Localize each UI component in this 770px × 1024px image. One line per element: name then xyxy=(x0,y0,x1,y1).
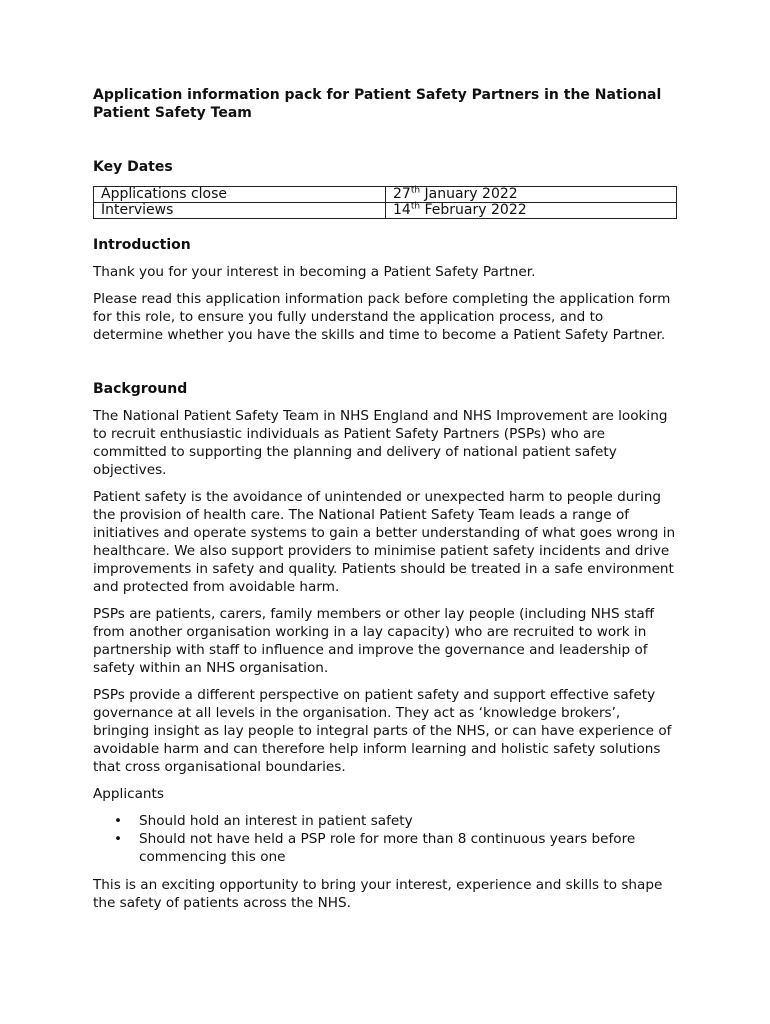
table-cell-label: Applications close xyxy=(94,187,386,203)
table-row xyxy=(94,203,677,219)
introduction-paragraph: Please read this application information pack before completing the application form for this role, to ensure you fully understand the application process, and to determine whether you have the skills and time to become a Patient Safety Partner. xyxy=(93,291,671,343)
table-cell-date: 27th January 2022 xyxy=(386,187,677,203)
bullet-icon: • xyxy=(114,813,123,829)
list-item: • Should hold an interest in patient safety xyxy=(114,813,413,829)
key-dates-heading: Key Dates xyxy=(93,159,173,175)
table-cell-label: Interviews xyxy=(94,203,386,219)
list-item: • Should not have held a PSP role for more than 8 continuous years before commencing this one xyxy=(114,831,636,865)
introduction-heading: Introduction xyxy=(93,237,191,253)
document-page xyxy=(93,86,677,912)
introduction-paragraph: Thank you for your interest in becoming a Patient Safety Partner. xyxy=(93,264,536,280)
background-paragraph: Patient safety is the avoidance of unintended or unexpected harm to people during the provision of health care. The National Patient Safety Team leads a range of initiatives and operate systems to gain a better understanding of what goes wrong in healthcare. We also support providers to minimise patient safety incidents and drive improvements in safety and quality. Patients should be treated in a safe environment and protected from avoidable harm. xyxy=(93,489,676,595)
closing-paragraph: This is an exciting opportunity to bring your interest, experience and skills to shape the safety of patients across the NHS. xyxy=(93,877,663,911)
background-paragraph: PSPs provide a different perspective on patient safety and support effective safety governance at all levels in the organisation. They act as ‘knowledge brokers’, bringing insight as lay people to integral parts of the NHS, or can have experience of avoidable harm and can therefore help inform learning and holistic safety solutions that cross organisational boundaries. xyxy=(93,687,672,775)
applicants-label: Applicants xyxy=(93,786,164,802)
document-title: Application information pack for Patient Safety Partners in the National Patient Safety Team xyxy=(93,87,662,121)
background-heading: Background xyxy=(93,381,188,397)
key-dates-table xyxy=(93,186,677,219)
table-row xyxy=(94,187,677,203)
table-cell-date: 14th February 2022 xyxy=(386,203,677,219)
background-paragraph: The National Patient Safety Team in NHS England and NHS Improvement are looking to recruit enthusiastic individuals as Patient Safety Partners (PSPs) who are committed to supporting the planning and delivery of national patient safety objectives. xyxy=(93,408,668,478)
background-paragraph: PSPs are patients, carers, family members or other lay people (including NHS staff from another organisation working in a lay capacity) who are recruited to work in partnership with staff to influence and improve the governance and leadership of safety within an NHS organisation. xyxy=(93,606,655,676)
applicants-list xyxy=(93,812,677,866)
bullet-icon: • xyxy=(114,831,123,847)
